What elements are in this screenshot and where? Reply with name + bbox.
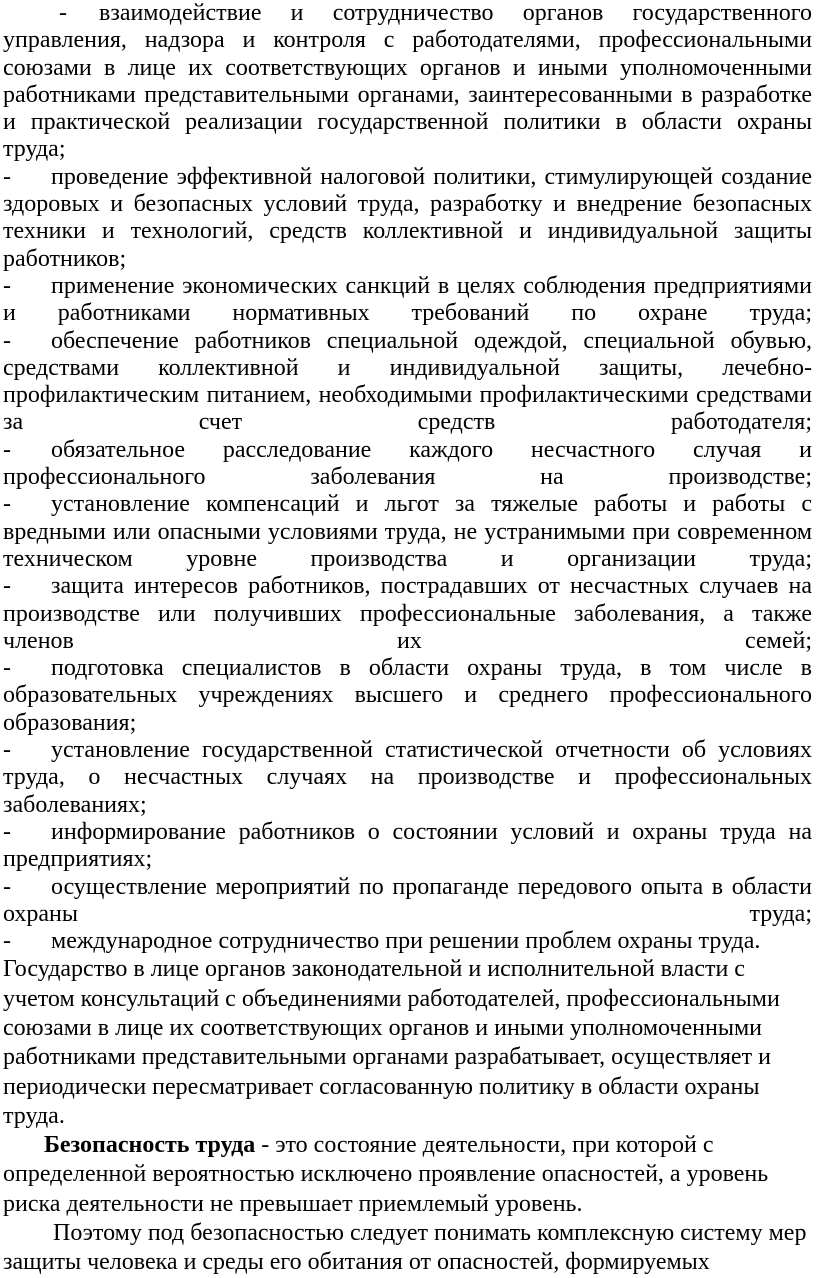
list-marker: - (3, 928, 11, 955)
list-marker: - (3, 327, 11, 354)
list-item (3, 928, 812, 955)
list-marker: - (3, 491, 11, 518)
list-marker: - (3, 737, 11, 764)
list-marker: - (3, 573, 11, 600)
list-marker: - (3, 272, 11, 299)
list-marker: - (3, 436, 11, 463)
list-item (3, 0, 812, 164)
safety-system-paragraph: Поэтому под безопасностью следует понимать комплексную систему мер защиты человека и среды его обитания от опасностей, формируемых (3, 1220, 807, 1276)
list-item-text: взаимодействие и сотрудничество органов государственного управления, надзора и контроля с работодателями, профессиональными союзами в лице их соответствующих органов и иными уполномоченными работниками представительными органами, заинтересованными в разработке и практической реализации государственной политики в области охраны труда; (3, 0, 812, 163)
list-item-text: установление государственной статистической отчетности об условиях труда, о несчастных случаях на производстве и профессиональных заболеваниях; (3, 737, 812, 818)
list-item (3, 437, 812, 492)
list-item (3, 573, 812, 655)
list-marker: - (3, 655, 11, 682)
list-marker: - (3, 818, 11, 845)
list-marker: - (3, 873, 11, 900)
list-item (3, 328, 812, 437)
list-item (3, 164, 812, 273)
list-item (3, 874, 812, 929)
list-item-text: обеспечение работников специальной одеждой, специальной обувью, средствами коллективной и индивидуальной защиты, лечебно-профилактическим питанием, необходимыми профилактическими средствами за счет средств работодателя; (3, 327, 812, 436)
list-item-text: осуществление мероприятий по пропаганде передового опыта в области охраны труда; (3, 873, 812, 927)
list-item-text: обязательное расследование каждого несчастного случая и профессионального заболевания на производстве; (3, 436, 812, 491)
list-item-text: международное сотрудничество при решении проблем охраны труда. (51, 928, 761, 955)
list-item (3, 273, 812, 328)
list-item (3, 737, 812, 819)
defined-term: Безопасность труда (44, 1132, 256, 1159)
list-item-text: применение экономических санкций в целях соблюдения предприятиями и работниками нормативных требований по охране труда; (3, 272, 812, 327)
state-policy-paragraph: Государство в лице органов законодательной и исполнительной власти с учетом консультаций с объединениями работодателей, профессиональными союзами в лице их соответствующих органов и иными уполномоченными работниками представительными органами разрабатывает, осуществляет и периодически пересматривает согласованную политику в области охраны труда. (3, 956, 780, 1129)
list-item (3, 491, 812, 573)
list-item-text: информирование работников о состоянии условий и охраны труда на предприятиях; (3, 818, 812, 873)
list-item-text: установление компенсаций и льгот за тяжелые работы и работы с вредными или опасными условиями труда, не устранимыми при современном техническом уровне производства и организации труда; (3, 491, 812, 572)
list-item (3, 655, 812, 737)
list-marker: - (3, 163, 11, 190)
definition-text: - это состояние деятельности, при которой с определенной вероятностью исключено проявление опасностей, а уровень риска деятельности не превышает приемлемый уровень. (3, 1132, 769, 1217)
definition-paragraph (3, 1131, 812, 1219)
list-item-text: проведение эффективной налоговой политики, стимулирующей создание здоровых и безопасных условий труда, разработку и внедрение безопасных техники и технологий, средств коллективной и индивидуальной защиты работников; (3, 163, 812, 272)
list-item-text: защита интересов работников, пострадавших от несчастных случаев на производстве или получивших профессиональные заболевания, а также членов их семей; (3, 573, 812, 654)
list-marker: - (59, 0, 67, 26)
list-item-text: подготовка специалистов в области охраны труда, в том числе в образовательных учреждениях высшего и среднего профессионального образования; (3, 655, 812, 736)
list-item (3, 819, 812, 874)
policy-directions-list (3, 0, 812, 955)
